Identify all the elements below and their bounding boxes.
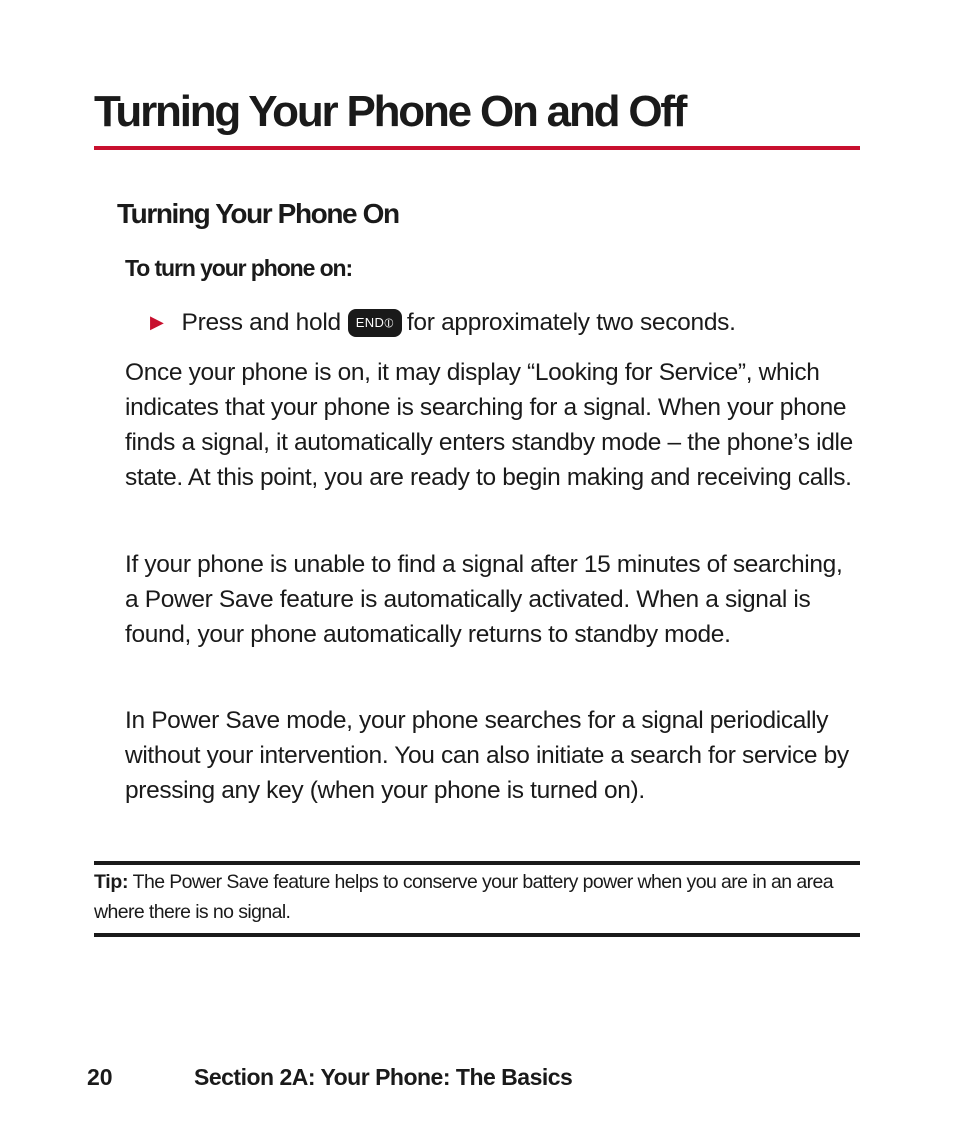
tip-text: The Power Save feature helps to conserve your battery power when you are in an area where there is no signal. [94,871,833,923]
step-text-before: Press and hold [181,309,341,336]
step-item [150,304,736,341]
footer-section-label: Section 2A: Your Phone: The Basics [194,1064,573,1090]
tip-label: Tip: [94,871,129,893]
section-heading: Turning Your Phone On [117,198,399,229]
end-key-icon: END⦶ [349,310,401,336]
tip-box [94,867,860,927]
step-text-after: for approximately two seconds. [406,309,736,336]
title-divider [94,146,860,150]
body-paragraph: In Power Save mode, your phone searches for a signal periodically without your intervention. You can also initiate a search for service by pressing any key (when your phone is turned on). [125,707,849,804]
step-intro: To turn your phone on: [125,255,353,281]
tip-bottom-divider [94,933,860,937]
page-number: 20 [87,1064,113,1090]
body-paragraph: If your phone is unable to find a signal after 15 minutes of searching, a Power Save feature is automatically activated. When a signal is found, your phone automatically returns to standby mode. [125,551,843,648]
play-arrow-icon: ▶ [150,312,164,332]
page-title: Turning Your Phone On and Off [94,87,686,136]
body-paragraph: Once your phone is on, it may display “Looking for Service”, which indicates that your phone is searching for a signal. When your phone finds a signal, it automatically enters standby mode – the phone’s idle state. At this point, you are ready to begin making and receiving calls. [125,359,853,491]
tip-top-divider [94,861,860,865]
